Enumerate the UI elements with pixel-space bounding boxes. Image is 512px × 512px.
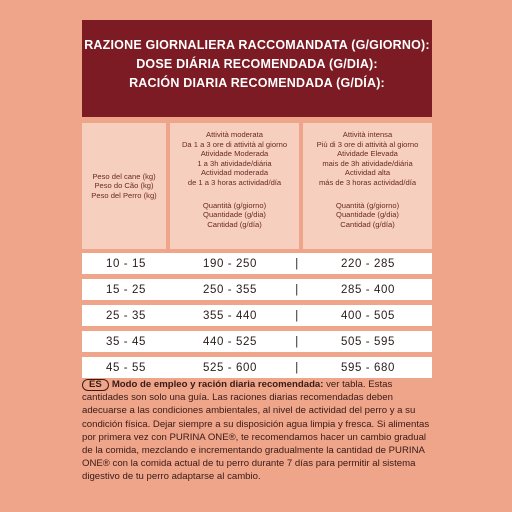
high-label-line: Attività intensa [342, 130, 393, 139]
moderate-quantity-line: Quantidade (g/dia) [203, 210, 266, 220]
usage-instructions [82, 378, 432, 484]
weight-label-line: Peso del cane (kg) [92, 171, 156, 181]
moderate-quantity-line: Cantidad (g/día) [207, 219, 262, 229]
weight-column-label [82, 123, 166, 249]
table-row [82, 253, 432, 274]
column-labels [82, 123, 432, 249]
weight-cell: 45 - 55 [105, 361, 146, 374]
high-quantity-line: Quantità (g/giorno) [335, 200, 400, 210]
high-cell: 505 - 595 [341, 335, 395, 348]
moderate-label-line: de 1 a 3 horas actividad/día [187, 177, 282, 187]
moderate-cell: 355 - 440 [203, 309, 257, 322]
moderate-cell: 190 - 250 [203, 257, 257, 270]
table-row [82, 279, 432, 300]
header-title-spanish: RACIÓN DIARIA RECOMENDADA (G/DÍA): [129, 76, 385, 90]
moderate-cell: 250 - 355 [203, 283, 257, 296]
high-cell: 595 - 680 [341, 361, 395, 374]
language-badge: ES [82, 379, 109, 391]
moderate-label-line: Actividad moderada [200, 168, 269, 178]
table-row [82, 357, 432, 378]
high-label-line: Actividad alta [344, 168, 391, 178]
weight-label-line: Peso do Cão (kg) [94, 181, 154, 191]
moderate-label-line: 1 a 3h atividade/diária [197, 158, 272, 168]
high-label-line: mais de 3h atividade/diária [322, 158, 413, 168]
spacer [170, 188, 299, 201]
instructions-text: ver tabla. Estas cantidades son solo una guía. Las raciones diarias recomendadas deben adecuarse a las condiciones ambientales, al nivel de actividad del perro y a su condición física. Dejar siempre a su disposición agua limpia y fresca. Si alimentas por primera vez con PURINA ONE®, te recomendamos hacer un cambio gradual de la comida, mezclando e incrementando gradualmente la cantidad de PURINA ONE® con la comida actual de tu perro durante 7 días para permitir al sistema digestivo de tu perro adaptarse al cambio. [82, 379, 430, 483]
moderate-activity-column-label [170, 123, 299, 249]
high-cell: 400 - 505 [341, 309, 395, 322]
weight-cell: 35 - 45 [105, 335, 146, 348]
table-row [82, 331, 432, 352]
instructions-heading: Modo de empleo y ración diaria recomendada: [111, 379, 324, 390]
weight-cell: 15 - 25 [105, 283, 146, 296]
high-quantity-line: Quantidade (g/dia) [336, 210, 399, 220]
column-separator: | [295, 335, 299, 348]
moderate-label-line: Atividade Moderada [200, 149, 269, 159]
high-cell: 220 - 285 [341, 257, 395, 270]
column-separator: | [295, 361, 299, 374]
header-title-portuguese: DOSE DIÁRIA RECOMENDADA (G/DIA): [136, 57, 378, 71]
high-label-line: Più di 3 ore di attività al giorno [316, 139, 419, 149]
moderate-quantity-line: Quantità (g/giorno) [202, 200, 267, 210]
table-body [82, 253, 432, 378]
high-label-line: más de 3 horas actividad/día [318, 177, 417, 187]
spacer [303, 188, 432, 201]
table-row [82, 305, 432, 326]
weight-label-line: Peso del Perro (kg) [91, 190, 157, 200]
column-separator: | [295, 309, 299, 322]
high-cell: 285 - 400 [341, 283, 395, 296]
header-title-italian: RAZIONE GIORNALIERA RACCOMANDATA (G/GIORNO): [84, 38, 430, 52]
feeding-table [82, 20, 432, 383]
weight-cell: 10 - 15 [105, 257, 146, 270]
column-separator: | [295, 257, 299, 270]
high-label-line: Atividade Elevada [337, 149, 398, 159]
high-activity-column-label [303, 123, 432, 249]
moderate-cell: 525 - 600 [203, 361, 257, 374]
moderate-label-line: Attività moderata [206, 130, 263, 139]
weight-cell: 25 - 35 [105, 309, 146, 322]
table-header [82, 20, 432, 117]
moderate-cell: 440 - 525 [203, 335, 257, 348]
column-separator: | [295, 283, 299, 296]
moderate-label-line: Da 1 a 3 ore di attività al giorno [181, 139, 288, 149]
high-quantity-line: Cantidad (g/día) [340, 219, 395, 229]
